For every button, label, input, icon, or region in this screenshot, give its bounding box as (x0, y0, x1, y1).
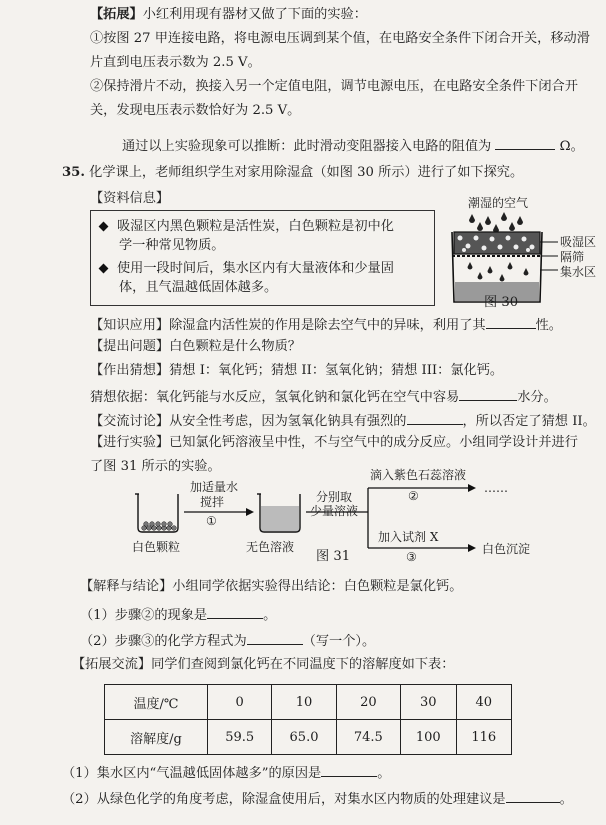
ext2-line (62, 788, 573, 809)
fig31-step1-top: 加适量水 (190, 480, 239, 494)
discussion-end: ，所以否定了猜想 II。 (462, 414, 596, 429)
arrow-step3-head (468, 544, 476, 552)
table-row (105, 720, 512, 755)
info-item-2-line2: 体，且气温越低固体越多。 (119, 280, 278, 295)
fig31-step2-num: ② (408, 489, 419, 503)
fig30-air-label: 潮湿的空气 (468, 196, 529, 210)
info-item-2-text: 使用一段时间后，集水区内有大量液体和少量固 (117, 261, 394, 276)
info-item-1-line2: 学一种常见物质。 (119, 238, 225, 253)
fig31-step2-result: …… (484, 481, 508, 495)
ext1-line (62, 762, 390, 783)
discussion-line (90, 410, 596, 431)
fig31-step1-mid: 搅拌 (200, 495, 225, 509)
sub2-end: （写一个）。 (302, 634, 376, 649)
explain-line: 【解释与结论】小组同学依据实验得出结论：白色颗粒是氯化钙。 (80, 579, 463, 594)
fig30-screen-label: 隔筛 (560, 250, 585, 264)
fig31-colorless-solution: 无色溶液 (246, 540, 295, 554)
falling-droplets (468, 262, 529, 282)
diamond-bullet-icon (99, 222, 109, 232)
extension-intro-text: 小红利用现有器材又做了下面的实验： (142, 7, 367, 22)
fig31-split-mid: 少量溶液 (310, 504, 359, 518)
knowledge-text: 【知识应用】除湿盒内活性炭的作用是除去空气中的异味，利用了其 (90, 318, 486, 333)
q35-intro (62, 164, 523, 182)
answer-blank-equation[interactable] (247, 630, 303, 645)
extension-label: 【拓展】 (90, 7, 143, 22)
info-label: 【资料信息】 (90, 191, 170, 206)
solubility-table (104, 684, 512, 755)
answer-blank-reason[interactable] (321, 762, 377, 777)
discussion-text: 【交流讨论】从安全性考虑，因为氢氧化钠具有强烈的 (90, 414, 407, 429)
ext1-text: （1）集水区内“气温越低固体越多”的原因是 (62, 766, 322, 781)
arrow-step1-head (246, 508, 254, 516)
extension-conclusion-text: 通过以上实验现象可以推断：此时滑动变阻器接入电路的阻值为 (122, 139, 492, 154)
fig30-caption: 图 30 (484, 295, 519, 310)
answer-blank-absorb[interactable] (459, 386, 517, 401)
basis-end: 水分。 (517, 390, 557, 405)
answer-blank-property[interactable] (486, 314, 536, 329)
extension-step1-line2: 片直到电压表示数为 2.5 V。 (90, 55, 261, 70)
table-header-solubility: 溶解度/g (105, 720, 208, 755)
table-cell: 74.5 (336, 720, 400, 755)
fig31-step2-label: 滴入紫色石蕊溶液 (370, 468, 467, 482)
table-cell: 30 (401, 685, 456, 720)
beaker-colorless-solution (257, 494, 300, 532)
q35-intro-text: 化学课上，老师组织学生对家用除湿盒（如图 30 所示）进行了如下探究。 (89, 165, 524, 180)
answer-blank-suggestion[interactable] (506, 788, 560, 803)
info-item-1-text: 吸湿区内黑色颗粒是活性炭，白色颗粒是初中化 (117, 219, 394, 234)
table-cell: 20 (336, 685, 400, 720)
answer-blank-step2[interactable] (207, 604, 263, 619)
table-header-temp: 温度/℃ (105, 685, 208, 720)
extension-intro (90, 6, 367, 24)
table-cell: 40 (456, 685, 512, 720)
basis-line (90, 386, 557, 407)
extension-unit: Ω。 (559, 139, 584, 154)
table-cell: 100 (401, 720, 456, 755)
ext2-text: （2）从绿色化学的角度考虑，除湿盒使用后，对集水区内物质的处理建议是 (62, 792, 506, 807)
fig30-water-label: 集水区 (560, 265, 597, 279)
table-cell: 59.5 (208, 720, 272, 755)
fig30-absorb-label: 吸湿区 (560, 235, 597, 249)
sub2-line (80, 630, 375, 651)
fig31-caption: 图 31 (316, 549, 351, 564)
fig31-split-top: 分别取 (316, 490, 353, 504)
fig31-white-particles: 白色颗粒 (132, 540, 181, 554)
sub1-text: （1）步骤②的现象是 (80, 608, 208, 623)
ext1-end: 。 (377, 766, 391, 781)
basis-text: 猜想依据：氧化钙能与水反应，氢氧化钠和氯化钙在空气中容易 (90, 390, 460, 405)
extension-step2-line2: 关，发现电压表示数恰好为 2.5 V。 (90, 103, 301, 118)
sub2-text: （2）步骤③的化学方程式为 (80, 634, 247, 649)
extension-conclusion (122, 135, 584, 156)
arrow-step2-head (468, 484, 476, 492)
table-cell: 65.0 (272, 720, 336, 755)
ext-exchange-line: 【拓展交流】同学们查阅到氯化钙在不同温度下的溶解度如下表： (72, 657, 455, 672)
hypothesis-line: 【作出猜想】猜想 I：氧化钙；猜想 II：氢氧化钠；猜想 III：氯化钙。 (90, 363, 504, 378)
table-row (105, 685, 512, 720)
info-item-1-line1 (100, 218, 394, 236)
question-line: 【提出问题】白色颗粒是什么物质？ (90, 339, 301, 354)
answer-blank-resistance[interactable] (495, 135, 555, 150)
knowledge-line (90, 314, 562, 335)
beaker-white-particles (135, 494, 178, 532)
table-cell: 0 (208, 685, 272, 720)
fig31-step3-num: ③ (406, 550, 417, 564)
answer-blank-corrosive[interactable] (407, 410, 463, 425)
info-item-2-line1 (100, 260, 394, 278)
moist-air-droplets (469, 212, 523, 233)
fig31-step1-num: ① (206, 514, 217, 528)
extension-step2-line1: ②保持滑片不动，换接入另一个定值电阻，调节电源电压，在电路安全条件下闭合开 (90, 79, 578, 94)
diamond-bullet-icon (99, 264, 109, 274)
sub1-end: 。 (263, 608, 277, 623)
knowledge-end: 性。 (535, 318, 562, 333)
table-cell: 10 (272, 685, 336, 720)
experiment-line2: 了图 31 所示的实验。 (90, 459, 221, 474)
ext2-end: 。 (559, 792, 573, 807)
q35-number: 35. (62, 165, 85, 180)
sub1-line (80, 604, 276, 625)
experiment-line1: 【进行实验】已知氯化钙溶液呈中性，不与空气中的成分反应。小组同学设计并进行 (90, 435, 578, 450)
fig31-step3-label: 加入试剂 X (378, 530, 439, 544)
extension-step1-line1: ①按图 27 甲连接电路，将电源电压调到某个值，在电路安全条件下闭合开关，移动滑 (90, 31, 590, 46)
table-cell: 116 (456, 720, 512, 755)
fig31-step3-result: 白色沉淀 (482, 542, 531, 556)
